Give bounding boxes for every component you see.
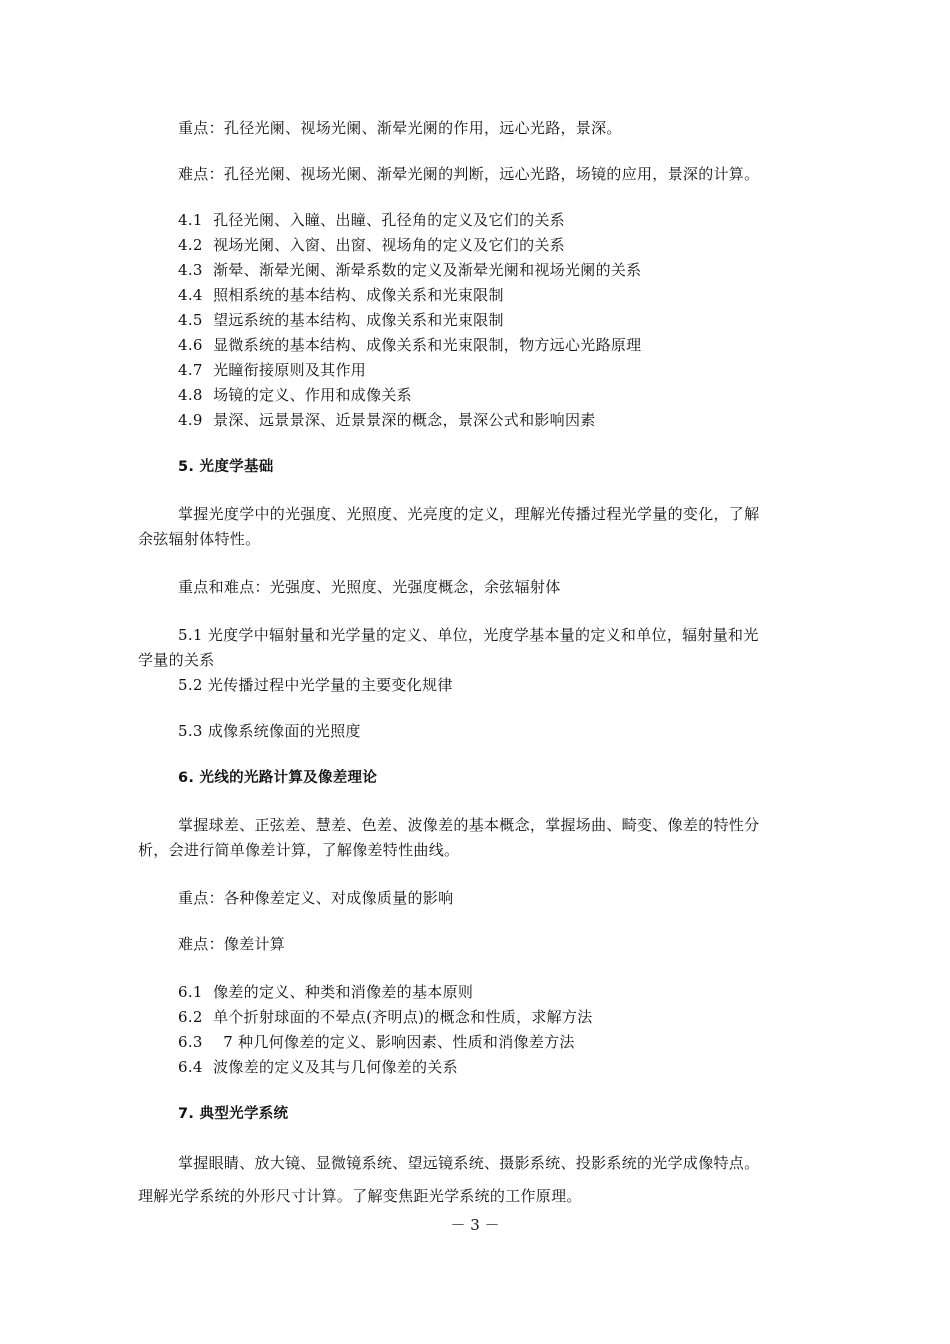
item-number: 4.3: [178, 261, 203, 279]
item-text: 单个折射球面的不晕点(齐明点)的概念和性质，求解方法: [213, 1008, 593, 1026]
list-item: [178, 1032, 575, 1052]
list-item: [178, 260, 641, 280]
list-item: [178, 235, 565, 255]
item-text: 景深、远景景深、近景景深的概念，景深公式和影响因素: [213, 411, 596, 429]
item-text: 7 种几何像差的定义、影响因素、性质和消像差方法: [213, 1033, 575, 1051]
list-item: [178, 310, 504, 330]
item-number: 4.5: [178, 311, 203, 329]
item-number: 4.1: [178, 211, 203, 229]
item-text: 像差的定义、种类和消像差的基本原则: [213, 983, 474, 1001]
list-item: [178, 385, 412, 405]
list-item: [178, 982, 473, 1002]
section5-intro-line1: 掌握光度学中的光强度、光照度、光亮度的定义，理解光传播过程光学量的变化，了解: [178, 505, 760, 523]
section6-difficulties: 难点：像差计算: [178, 935, 286, 953]
item-text: 视场光阑、入窗、出窗、视场角的定义及它们的关系: [213, 236, 565, 254]
item-number: 4.6: [178, 336, 203, 354]
item-number: 4.9: [178, 411, 203, 429]
section7-intro-line2: 理解光学系统的外形尺寸计算。了解变焦距光学系统的工作原理。: [138, 1187, 582, 1205]
section7-intro-line1: 掌握眼睛、放大镜、显微镜系统、望远镜系统、摄影系统、投影系统的光学成像特点。: [178, 1154, 760, 1172]
section5-item1-line2: 学量的关系: [138, 651, 215, 669]
item-number: 6.4: [178, 1058, 203, 1076]
section6-heading: 6. 光线的光路计算及像差理论: [178, 770, 378, 786]
item-text: 显微系统的基本结构、成像关系和光束限制，物方远心光路原理: [213, 336, 642, 354]
item-number: 4.2: [178, 236, 203, 254]
list-item: [178, 360, 366, 380]
section5-key-points: 重点和难点：光强度、光照度、光强度概念，余弦辐射体: [178, 578, 561, 596]
item-text: 望远系统的基本结构、成像关系和光束限制: [213, 311, 504, 329]
item-text: 光瞳衔接原则及其作用: [213, 361, 367, 379]
item-number: 6.2: [178, 1008, 203, 1026]
list-item: [178, 1057, 458, 1077]
section4-difficulties: 难点：孔径光阑、视场光阑、渐晕光阑的判断，远心光路，场镜的应用，景深的计算。: [178, 165, 760, 183]
list-item: [178, 210, 565, 230]
section5-intro-line2: 余弦辐射体特性。: [138, 530, 261, 548]
item-text: 场镜的定义、作用和成像关系: [213, 386, 412, 404]
section6-key-points: 重点：各种像差定义、对成像质量的影响: [178, 889, 454, 907]
list-item: [178, 285, 504, 305]
section6-intro-line1: 掌握球差、正弦差、慧差、色差、波像差的基本概念，掌握场曲、畸变、像差的特性分: [178, 816, 760, 834]
item-text: 照相系统的基本结构、成像关系和光束限制: [213, 286, 504, 304]
list-item: [178, 335, 641, 355]
item-number: 6.3: [178, 1033, 203, 1051]
section6-intro-line2: 析，会进行简单像差计算，了解像差特性曲线。: [138, 841, 460, 859]
section7-heading: 7. 典型光学系统: [178, 1106, 289, 1122]
page-number: － 3 －: [450, 1216, 500, 1234]
list-item: [178, 410, 596, 430]
list-item: [178, 1007, 593, 1027]
item-number: 6.1: [178, 983, 203, 1001]
section5-item3: 5.3 成像系统像面的光照度: [178, 722, 361, 740]
item-number: 4.4: [178, 286, 203, 304]
section5-item2: 5.2 光传播过程中光学量的主要变化规律: [178, 676, 453, 694]
section5-item1-line1: 5.1 光度学中辐射量和光学量的定义、单位，光度学基本量的定义和单位，辐射量和光: [178, 626, 759, 644]
section5-heading: 5. 光度学基础: [178, 459, 274, 475]
item-number: 4.8: [178, 386, 203, 404]
item-text: 波像差的定义及其与几何像差的关系: [213, 1058, 458, 1076]
item-text: 孔径光阑、入瞳、出瞳、孔径角的定义及它们的关系: [213, 211, 565, 229]
item-number: 4.7: [178, 361, 203, 379]
section4-key-points: 重点：孔径光阑、视场光阑、渐晕光阑的作用，远心光路，景深。: [178, 119, 622, 137]
item-text: 渐晕、渐晕光阑、渐晕系数的定义及渐晕光阑和视场光阑的关系: [213, 261, 642, 279]
